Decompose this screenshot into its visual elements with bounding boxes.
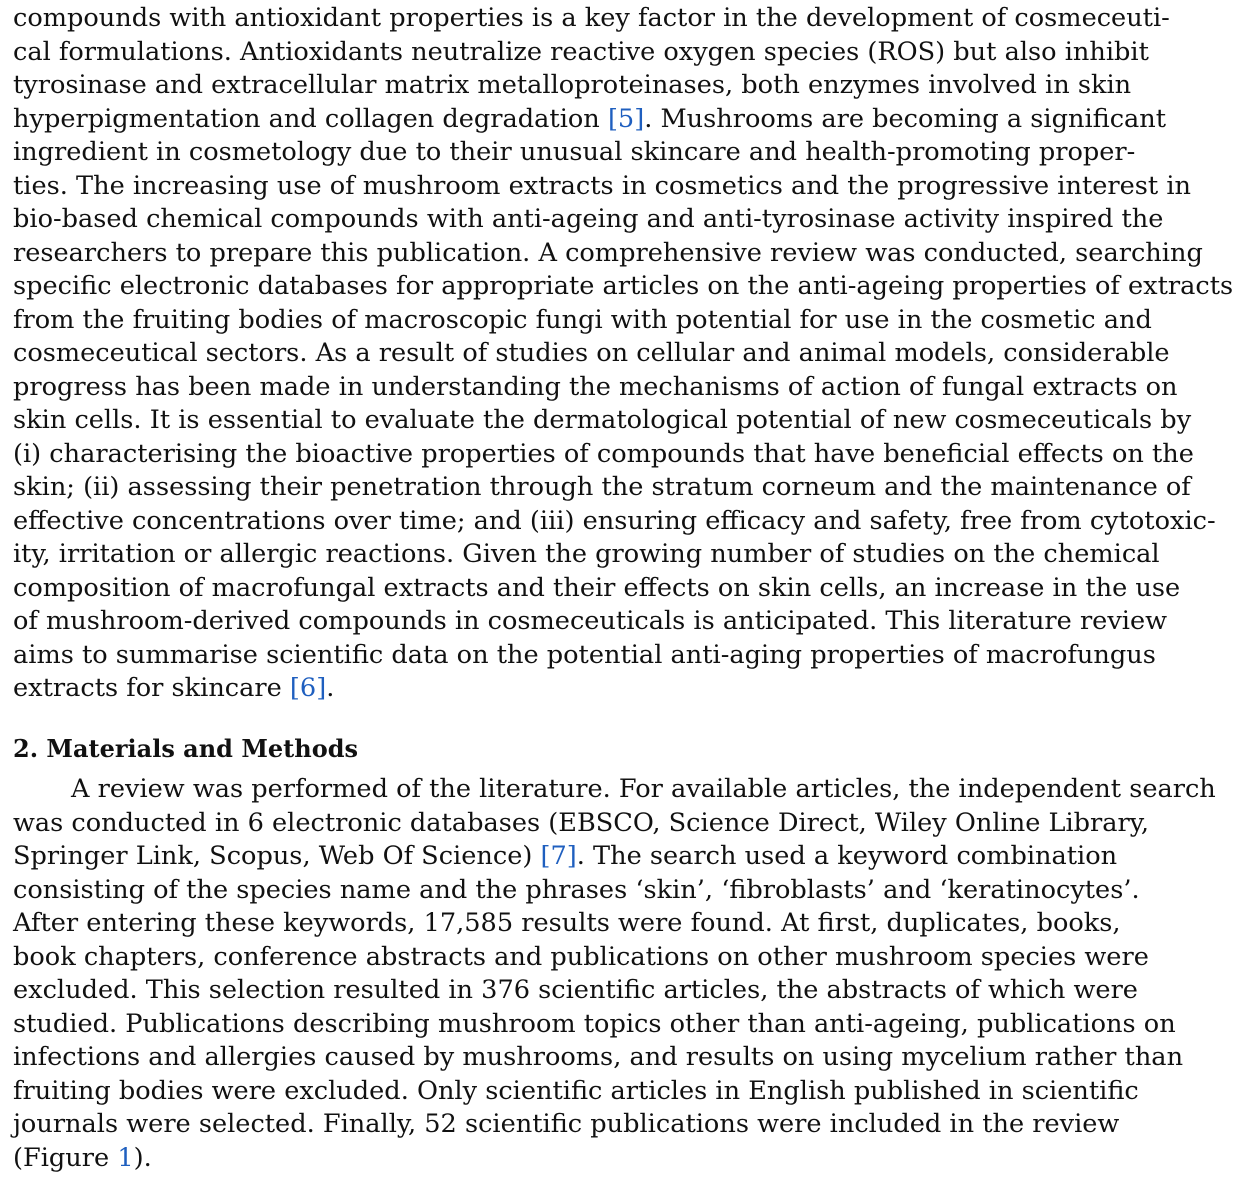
citation-link[interactable]: 1 — [117, 1142, 134, 1173]
section-heading: 2. Materials and Methods — [13, 734, 358, 763]
text-line: aims to summarise scientific data on the potential anti-aging properties of macrofungus — [13, 639, 1156, 670]
text-line: progress has been made in understanding the mechanisms of action of fungal extracts on — [13, 371, 1178, 402]
text-line: bio-based chemical compounds with anti-ageing and anti-tyrosinase activity inspired the — [13, 204, 1164, 234]
text-line: excluded. This selection resulted in 376 scientific articles, the abstracts of which were — [13, 975, 1138, 1005]
text-line: studied. Publications describing mushroom topics other than anti-ageing, publications on — [13, 1008, 1176, 1039]
citation-link[interactable]: [5] — [607, 103, 645, 134]
text-line: skin; (ii) assessing their penetration through the stratum corneum and the maintenance of — [13, 472, 1191, 502]
text-line: cosmeceutical sectors. As a result of studies on cellular and animal models, considerable — [13, 338, 1170, 368]
text-line: A review was performed of the literature. For available articles, the independent search — [71, 774, 1216, 804]
text-line: After entering these keywords, 17,585 results were found. At first, duplicates, books, — [13, 908, 1121, 938]
text-line — [13, 672, 1063, 706]
text-segment: . — [326, 673, 335, 703]
citation-link[interactable]: [6] — [289, 673, 327, 703]
text-segment: extracts for skincare — [13, 673, 290, 703]
text-segment: (Figure — [13, 1142, 118, 1173]
text-line: cal formulations. Antioxidants neutralize reactive oxygen species (ROS) but also inhibit — [13, 36, 1149, 67]
text-line: book chapters, conference abstracts and publications on other mushroom species were — [13, 941, 1149, 972]
text-segment: . Mushrooms are becoming a significant — [644, 103, 1167, 134]
text-line: compounds with antioxidant properties is a key factor in the development of cosmeceuti- — [13, 3, 1170, 33]
text-line: composition of macrofungal extracts and their effects on skin cells, an increase in the use — [13, 572, 1181, 603]
text-line — [13, 1142, 1063, 1176]
text-line: ingredient in cosmetology due to their unusual skincare and health-promoting proper- — [13, 137, 1136, 167]
text-segment: hyperpigmentation and collagen degradation — [13, 103, 608, 134]
text-line — [13, 103, 1167, 137]
citation-link[interactable]: [7] — [540, 841, 577, 871]
text-line: fruiting bodies were excluded. Only scientific articles in English published in scientific — [13, 1075, 1139, 1106]
text-segment: Springer Link, Scopus, Web Of Science) — [13, 841, 541, 871]
text-segment: ). — [133, 1142, 152, 1173]
text-line: specific electronic databases for appropriate articles on the anti-ageing properties of extracts — [13, 271, 1233, 301]
text-line: researchers to prepare this publication. A comprehensive review was conducted, searching — [13, 237, 1203, 268]
text-line: tyrosinase and extracellular matrix metalloproteinases, both enzymes involved in skin — [13, 70, 1132, 100]
text-line: journals were selected. Finally, 52 scientific publications were included in the review — [13, 1109, 1120, 1139]
text-line: (i) characterising the bioactive properties of compounds that have beneficial effects on the — [13, 438, 1194, 469]
text-line: ties. The increasing use of mushroom extracts in cosmetics and the progressive interest in — [13, 170, 1191, 201]
text-line — [13, 840, 1118, 874]
text-line: consisting of the species name and the phrases ‘skin’, ‘fibroblasts’ and ‘keratinocytes’. — [13, 874, 1140, 905]
text-line: from the fruiting bodies of macroscopic fungi with potential for use in the cosmetic and — [13, 304, 1152, 335]
introduction-paragraph — [13, 2, 1233, 706]
text-line: infections and allergies caused by mushrooms, and results on using mycelium rather than — [13, 1042, 1184, 1072]
text-line: ity, irritation or allergic reactions. Given the growing number of studies on the chemical — [13, 539, 1160, 569]
text-line: skin cells. It is essential to evaluate the dermatological potential of new cosmeceuticals by — [13, 405, 1192, 435]
text-line: effective concentrations over time; and (iii) ensuring efficacy and safety, free from cytotoxic- — [13, 505, 1216, 536]
text-line: was conducted in 6 electronic databases (EBSCO, Science Direct, Wiley Online Library, — [13, 807, 1149, 838]
methods-paragraph — [13, 773, 1216, 1175]
text-line: of mushroom-derived compounds in cosmeceuticals is anticipated. This literature review — [13, 606, 1168, 636]
text-segment: . The search used a keyword combination — [576, 841, 1118, 871]
